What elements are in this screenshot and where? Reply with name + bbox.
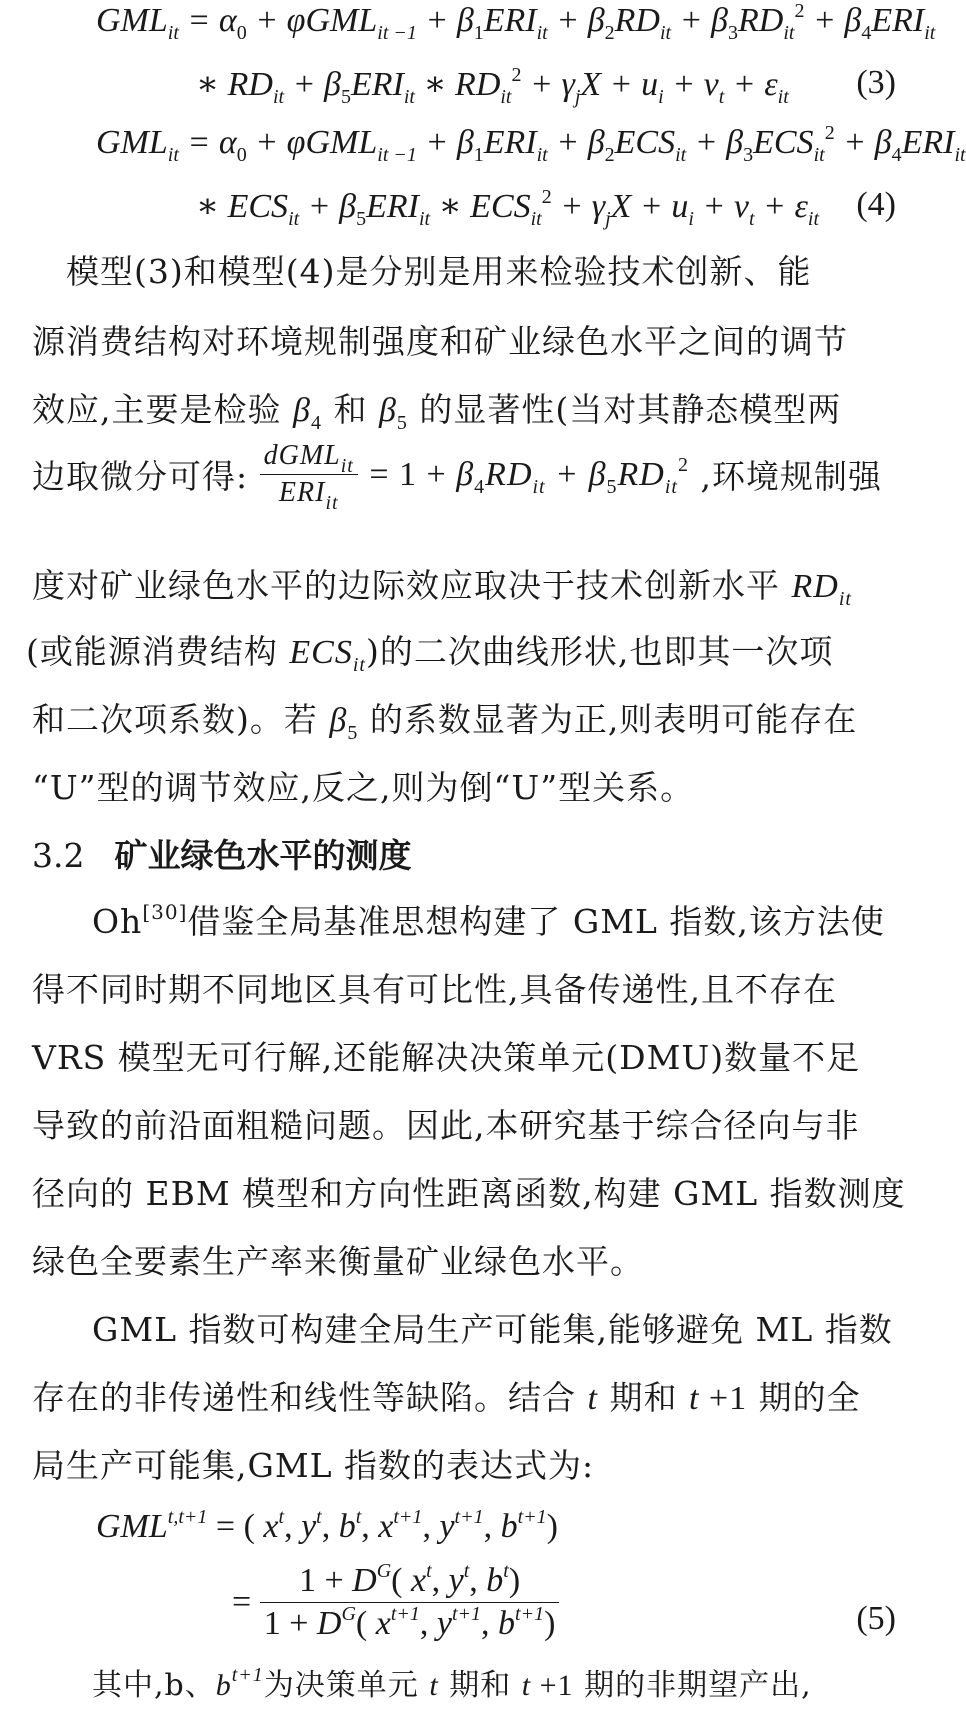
equation-3-number: (3) xyxy=(856,64,896,101)
para2-line-1: Oh[30]借鉴全局基准思想构建了 GML 指数,该方法使 xyxy=(92,900,885,941)
equation-3-line-2: ∗ $RD_{it} + \beta_5ERI_{it}$ ∗ $RD_{it}^2 + \gamma_jX + u_i + v_t + \varepsilon_{it}$ xyxy=(196,64,789,108)
para1-line-4: 边取微分可得: $\frac{dGML_{it}}{ERI_{it}}$ = $1 + \beta_4RD_{it} + \beta_5RD_{it}^2$ ,环境规制强 xyxy=(32,440,882,514)
section-heading xyxy=(32,830,411,877)
equation-4-line-2: ∗ $ECS_{it} + \beta_5ERI_{it}$ ∗ $ECS_{it}^2 + \gamma_jX + u_i + v_t + \varepsilon_{it}$ xyxy=(196,186,820,230)
para1-line-3: 效应,主要是检验 $\beta_4$ 和 $\beta_5$ 的显著性(当对其静态模型两 xyxy=(32,390,842,434)
gml-fraction: $\frac{1 + D^G( x^t, y^t, b^t)}{1 + D^G( x^{t+1}, y^{t+1}, b^{t+1})}$ xyxy=(260,1562,560,1643)
para3-line-1: GML 指数可构建全局生产可能集,能够避免 ML 指数 xyxy=(92,1310,893,1349)
equation-5-line-2: = $\frac{1 + D^G( x^t, y^t, b^t)}{1 + D^G( x^{t+1}, y^{t+1}, b^{t+1})}$ xyxy=(232,1562,559,1643)
equation-5-line-1: $GML^{t,t+1}$ = ( $x^t$, $y^t$, $b^t$, $x^{t+1}$, $y^{t+1}$, $b^{t+1}$) xyxy=(96,1506,558,1545)
para2-line-3: VRS 模型无可行解,还能解决决策单元(DMU)数量不足 xyxy=(32,1038,861,1077)
para2-line-4: 导致的前沿面粗糙问题。因此,本研究基于综合径向与非 xyxy=(32,1106,860,1145)
equation-3-line-1: $GML_{it} = \alpha_0 + \varphi GML_{it -1} + \beta_1ERI_{it} + \beta_2RD_{it} + \beta_3RD_{it}^2 + \beta_4ERI_{it}$ xyxy=(96,0,936,44)
para1-line-6: (或能源消费结构 $ECS_{it}$)的二次曲线形状,也即其一次项 xyxy=(26,632,834,676)
para1-line-1: 模型(3)和模型(4)是分别是用来检验技术创新、能 xyxy=(66,252,812,291)
para1-line-2: 源消费结构对环境规制强度和矿业绿色水平之间的调节 xyxy=(32,322,848,361)
para3-line-2: 存在的非传递性和线性等缺陷。结合 t 期和 t +1 期的全 xyxy=(32,1378,861,1417)
para2-line-6: 绿色全要素生产率来衡量矿业绿色水平。 xyxy=(32,1242,644,1281)
equation-4-line-1: $GML_{it} = \alpha_0 + \varphi GML_{it -1} + \beta_1ERI_{it} + \beta_2ECS_{it} + \beta_3ECS_{it}^2 + \beta_4ERI_{it}$ xyxy=(96,122,966,166)
para1-line-8: “U”型的调节效应,反之,则为倒“U”型关系。 xyxy=(32,768,695,807)
citation: [30] xyxy=(142,900,188,924)
para2-line-2: 得不同时期不同地区具有可比性,具备传递性,且不存在 xyxy=(32,970,837,1009)
para3-line-3: 局生产可能集,GML 指数的表达式为: xyxy=(32,1446,595,1485)
equation-5-number: (5) xyxy=(856,1600,896,1637)
para1-line-7: 和二次项系数)。若 $\beta_5$ 的系数显著为正,则表明可能存在 xyxy=(32,700,858,744)
section-number: 3.2 xyxy=(32,836,85,875)
para1-line-5: 度对矿业绿色水平的边际效应取决于技术创新水平 $RD_{it}$ xyxy=(32,566,852,610)
para2-line-5: 径向的 EBM 模型和方向性距离函数,构建 GML 指数测度 xyxy=(32,1174,906,1213)
derivative-fraction: $\frac{dGML_{it}}{ERI_{it}}$ xyxy=(260,440,358,509)
section-title: 矿业绿色水平的测度 xyxy=(114,836,412,875)
equation-4-number: (4) xyxy=(856,186,896,223)
para4-line-1: 其中,b、$b^{t+1}$为决策单元 t 期和 t +1 期的非期望产出, xyxy=(92,1664,812,1703)
